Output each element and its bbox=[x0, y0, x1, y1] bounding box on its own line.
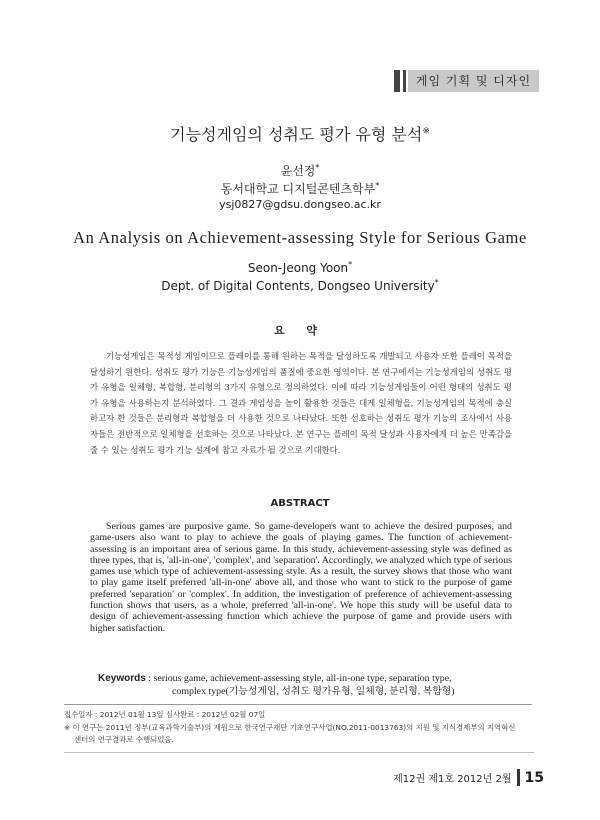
author-name-english bbox=[0, 260, 600, 275]
affiliation-mark-english: * bbox=[434, 278, 439, 287]
abstract-english-heading: ABSTRACT bbox=[270, 498, 330, 509]
section-tag-bars bbox=[394, 70, 406, 92]
journal-volume: 제12권 제1호 2012년 2월 bbox=[393, 774, 512, 785]
author-name-english-text: Seon-Jeong Yoon bbox=[247, 261, 349, 275]
author-mark-english: * bbox=[348, 260, 353, 269]
footnote-funding-line-1: ※ 이 연구는 2011년 정부(교육과학기술부)의 재원으로 한국연구재단 기초연구사업(NO.2011-0013763)의 지원 및 지식경제부의 지역혁신 bbox=[64, 722, 516, 732]
page-number: 15 bbox=[524, 769, 544, 786]
page-footer-divider bbox=[64, 752, 534, 753]
footnotes bbox=[64, 709, 534, 747]
affiliation-english-text: Dept. of Digital Contents, Dongseo University bbox=[161, 279, 435, 293]
page-footer-bar bbox=[517, 769, 520, 786]
abstract-korean-body: 기능성게임은 목적성 게임이므로 플레이를 통해 원하는 목적을 달성하도록 개발되고 사용자 또한 플레이 목적을 달성하기 원한다. 성취도 평가 기능은 기능성게임의 품질에 중요한 영역이다. 본 연구에서는 기능성게임의 성취도 평가 유형을 일체형, 복합형, 분리형의 3가지 유형으로 정의하였다. 이에 따라 기능성게임들이 어떤 형태의 성취도 평가 유형을 사용하는지 분석하였다. 그 결과 게임성을 높이 활용한 것들은 대게 일체형을, 기능성게임의 목적에 충실하고자 한 것들은 분리형과 복합형을 더 사용한 것으로 나타났다. 또한 선호하는 성취도 평가 기능의 조사에서 사용자들은 전반적으로 일체형을 선호하는 것으로 나타났다. 본 연구는 플레이 목적 달성과 사용자에게 더 높은 만족감을 줄 수 있는 성취도 평가 기능 설계에 참고 자료가 될 것으로 기대한다. bbox=[90, 351, 512, 455]
paper-title-korean bbox=[0, 122, 600, 145]
author-email: ysj0827@gdsu.dongseo.ac.kr bbox=[219, 198, 381, 211]
author-name-korean bbox=[0, 162, 600, 179]
keywords-separator: : bbox=[148, 673, 152, 684]
abstract-english-body: Serious games are purposive game. So game-developers want to achieve the desired purposes, and game-users also want to play to achieve the goals of playing games. The function of achievement-assessing is an important area of serious game. In this study, achievement-assessing style was defined as three types, that is, 'all-in-one', 'complex', and 'separation'. Accordingly, we analyzed which type of serious games use which type of achievement-assessing style. As a result, the survey shows that those who want to play game itself preferred 'all-in-one' above all, and those who want to stick to the purpose of game preferred 'separation' or 'complex'. In addition, the investigation of preference of achievement-assessing function shows that users, as a whole, preferred 'all-in-one'. We hope this study will be useful data to design of achievement-assessing function which achieve the purpose of game and provide users with higher satisfaction. bbox=[90, 521, 512, 634]
paper-title-korean-text: 기능성게임의 성취도 평가 유형 분석 bbox=[170, 125, 423, 144]
keywords-line-1: serious game, achievement-assessing style, all-in-one type, separation type, bbox=[153, 673, 452, 684]
section-tag-label: 게임 기획 및 디자인 bbox=[408, 70, 539, 92]
affiliation-mark-korean: * bbox=[375, 181, 380, 190]
page-footer bbox=[393, 769, 544, 786]
abstract-korean-heading: 요 약 bbox=[273, 324, 327, 337]
section-tag bbox=[394, 70, 539, 92]
author-name-korean-text: 윤선정 bbox=[280, 164, 316, 178]
keywords bbox=[98, 672, 518, 698]
footnote-divider bbox=[64, 704, 532, 705]
footnote-funding-line-2: 센터의 연구결과로 수행되었음. bbox=[74, 735, 174, 744]
paper-title-english: An Analysis on Achievement-assessing Style for Serious Game bbox=[73, 228, 527, 247]
footnote-dates: 접수일자 : 2012년 01월 13일 심사완료 : 2012년 02월 07일 bbox=[64, 710, 266, 719]
title-footnote-mark: ※ bbox=[422, 126, 430, 137]
keywords-line-2: complex type(기능성게임, 성취도 평가유형, 일체형, 분리형, 복합형) bbox=[172, 686, 455, 697]
affiliation-korean bbox=[0, 180, 600, 197]
author-mark-korean: * bbox=[315, 163, 320, 172]
keywords-label: Keywords bbox=[98, 673, 146, 684]
affiliation-english bbox=[0, 278, 600, 293]
affiliation-korean-text: 동서대학교 디지털콘텐츠학부 bbox=[220, 182, 376, 196]
